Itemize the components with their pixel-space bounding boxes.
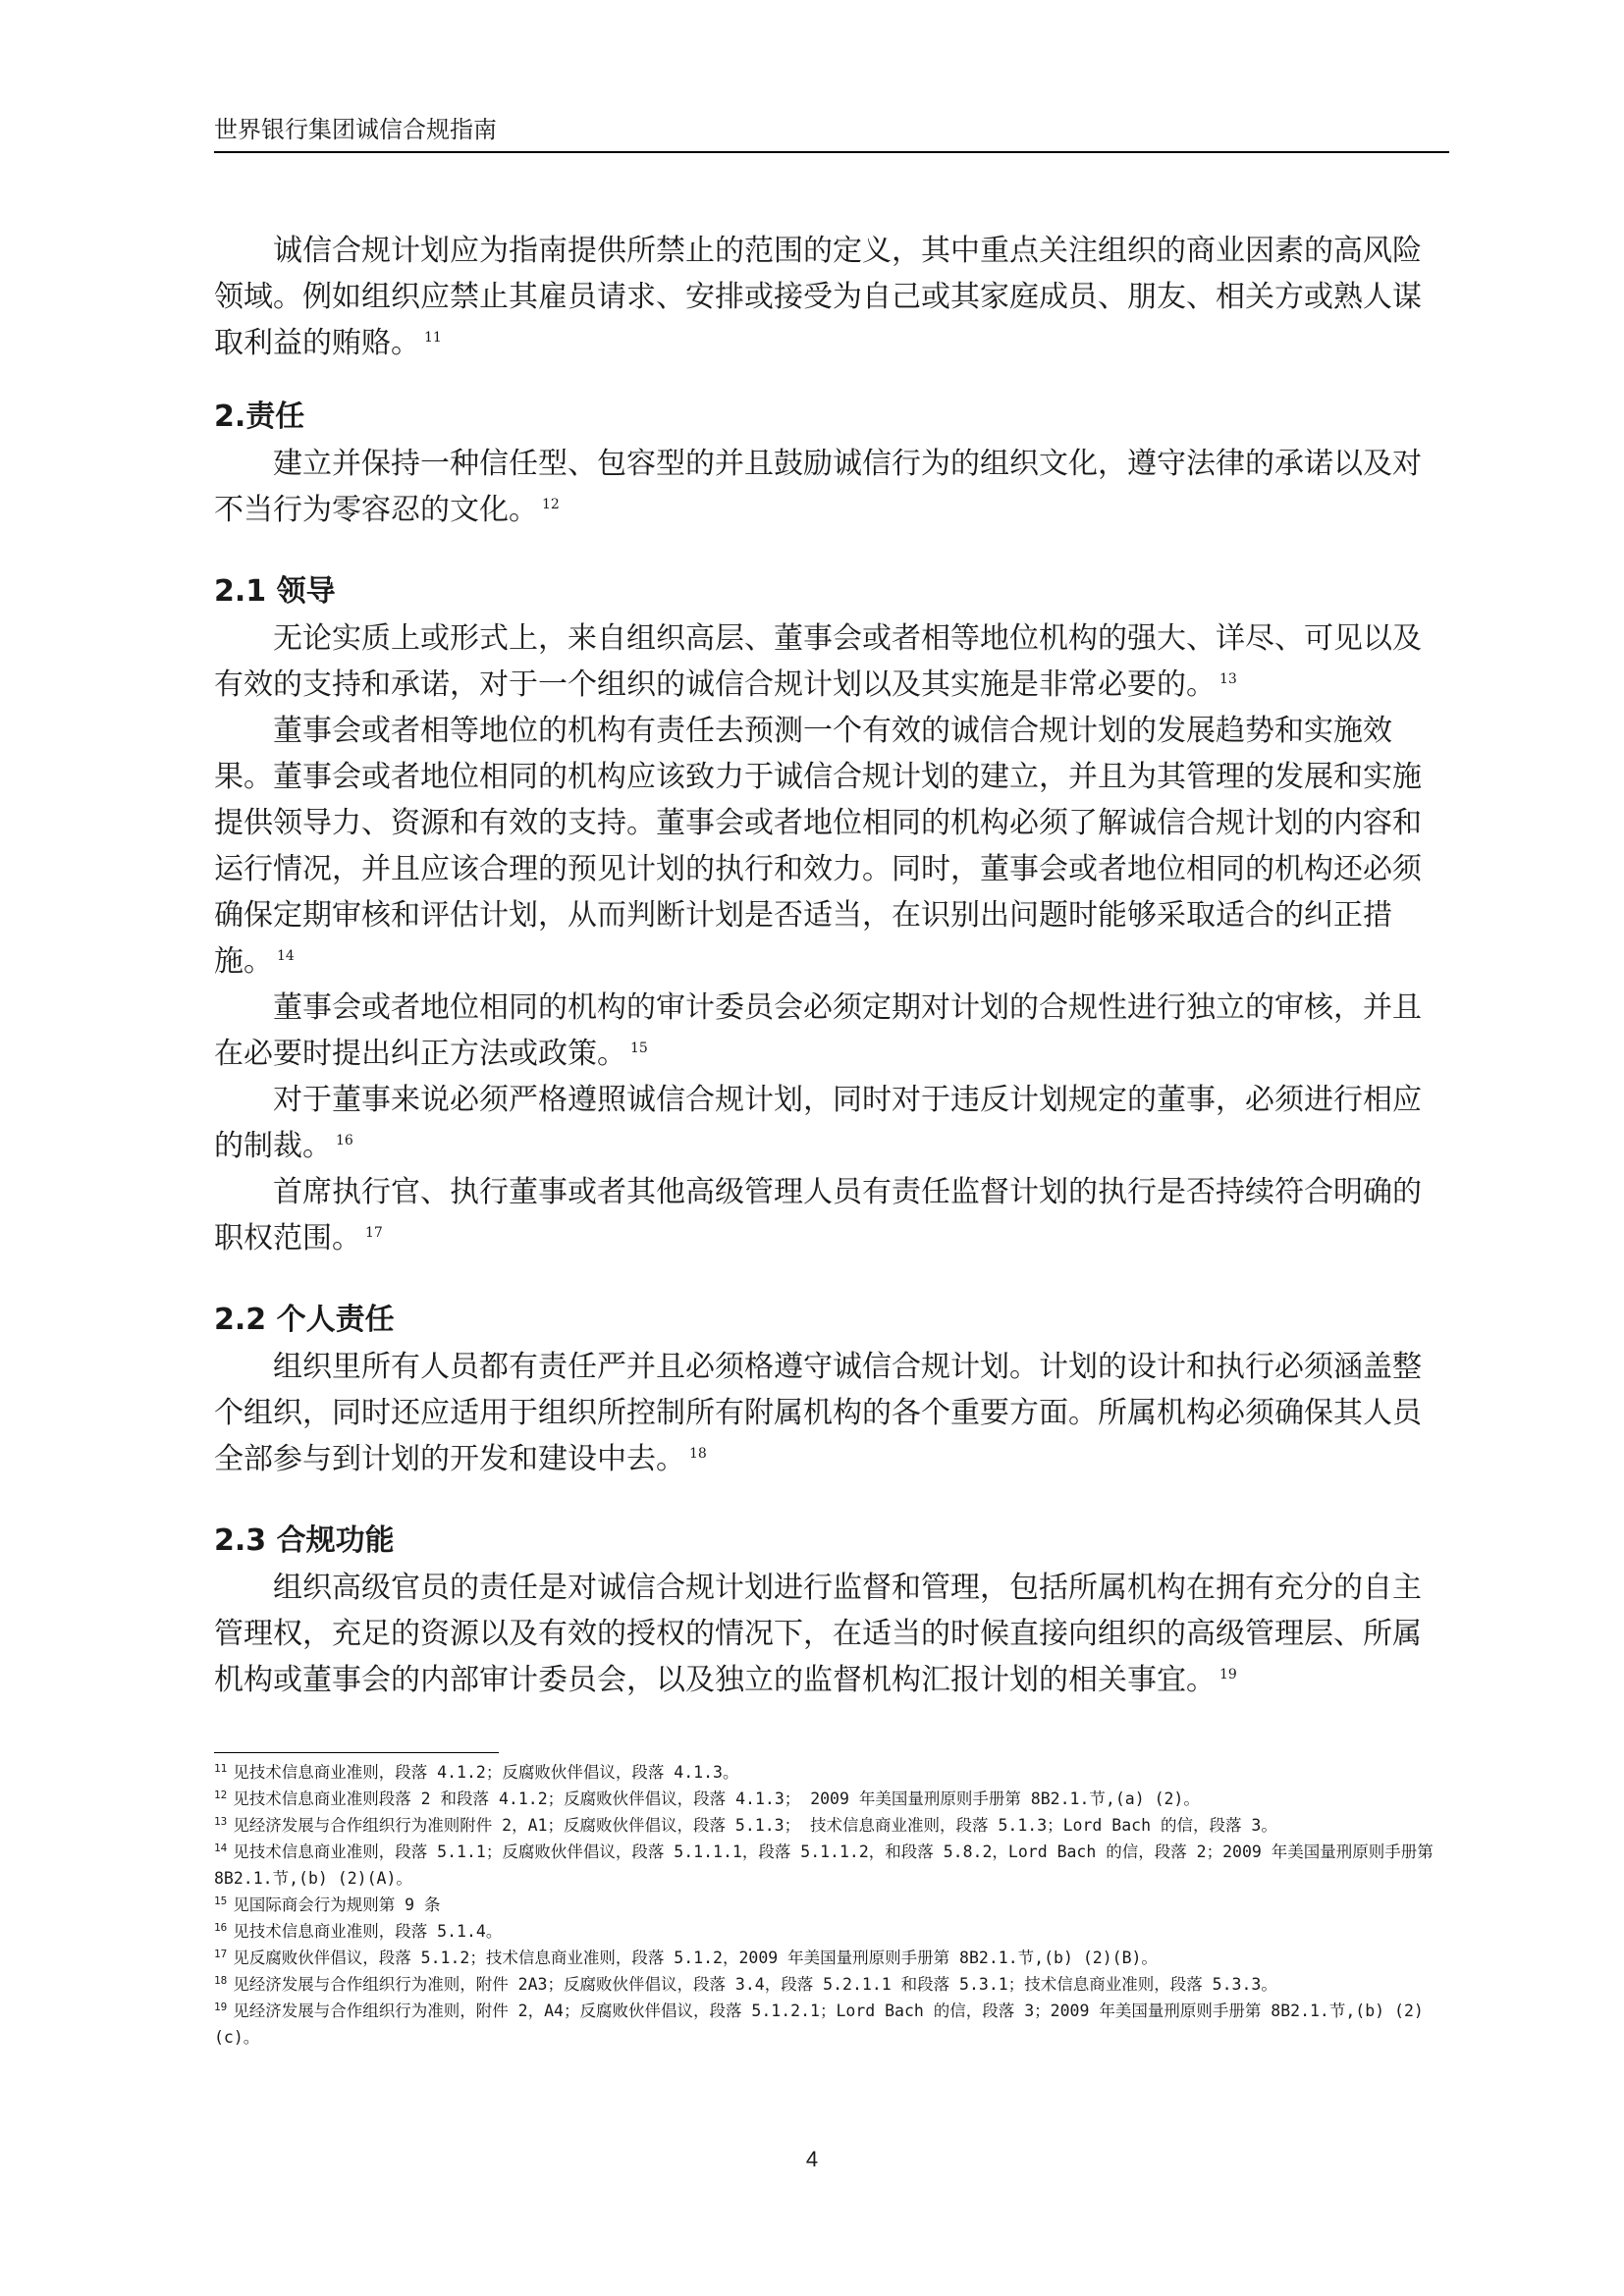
footnote-number: 15 bbox=[214, 1894, 228, 1907]
footnote: $^{12}$ 见技术信息商业准则段落 2 和段落 4.1.2；反腐败伙伴倡议，段落 4.1.3； 2009 年美国量刑原则手册第 8B2.1.节,(a) (2)。 bbox=[214, 1788, 1200, 1808]
footnote-ref[interactable]: 17 bbox=[365, 1225, 383, 1241]
intro-paragraph: 诚信合规计划应为指南提供所禁止的范围的定义，其中重点关注组织的商业因素的高风险领域。例如组织应禁止其雇员请求、安排或接受为自己或其家庭成员、朋友、相关方或熟人谋取利益的贿赂。 $^{11}$ bbox=[214, 234, 1422, 360]
footnote-ref[interactable]: 19 bbox=[1219, 1667, 1237, 1682]
footnote-ref[interactable]: 14 bbox=[277, 948, 295, 964]
footnote-number: 18 bbox=[214, 1973, 228, 1987]
footnotes-section bbox=[214, 1752, 1435, 2051]
footnote-ref[interactable]: 15 bbox=[630, 1041, 648, 1056]
page-number: 4 bbox=[805, 2147, 819, 2171]
running-header: 世界银行集团诚信合规指南 bbox=[214, 110, 1449, 153]
footnote-number: 13 bbox=[214, 1814, 228, 1828]
section-heading-compliance-function: 2.3 合规功能 bbox=[214, 1523, 395, 1558]
footnote-number: 19 bbox=[214, 2000, 228, 2013]
paragraph: 组织高级官员的责任是对诚信合规计划进行监督和管理，包括所属机构在拥有充分的自主管理权，充足的资源以及有效的授权的情况下，在适当的时候直接向组织的高级管理层、所属机构或董事会的内部审计委员会，以及独立的监督机构汇报计划的相关事宜。 $^{19}$ bbox=[214, 1571, 1422, 1697]
footnote-number: 14 bbox=[214, 1841, 228, 1854]
footnote-ref[interactable]: 12 bbox=[542, 497, 560, 512]
footnote: $^{18}$ 见经济发展与合作组织行为准则，附件 2A3；反腐败伙伴倡议，段落 3.4，段落 5.2.1.1 和段落 5.3.1；技术信息商业准则，段落 5.3.3。 bbox=[214, 1973, 1277, 1994]
footnote-divider bbox=[214, 1752, 499, 1753]
footnote-ref[interactable]: 16 bbox=[336, 1133, 353, 1148]
footnote: $^{14}$ 见技术信息商业准则，段落 5.1.1；反腐败伙伴倡议，段落 5.1.1.1，段落 5.1.1.2，和段落 5.8.2，Lord Bach 的信，段落 2；2009 年美国量刑原则手册第 8B2.1.节,(b) (2)(A)。 bbox=[214, 1841, 1434, 1888]
footnote: $^{16}$ 见技术信息商业准则，段落 5.1.4。 bbox=[214, 1920, 503, 1941]
footnote-ref[interactable]: 13 bbox=[1219, 671, 1237, 687]
footnote: $^{19}$ 见经济发展与合作组织行为准则，附件 2，A4；反腐败伙伴倡议，段落 5.1.2.1；Lord Bach 的信，段落 3；2009 年美国量刑原则手册第 8B2.1.节,(b) (2)(c)。 bbox=[214, 2000, 1424, 2047]
paragraph: 董事会或者相等地位的机构有责任去预测一个有效的诚信合规计划的发展趋势和实施效果。董事会或者地位相同的机构应该致力于诚信合规计划的建立，并且为其管理的发展和实施提供领导力、资源和有效的支持。董事会或者地位相同的机构必须了解诚信合规计划的内容和运行情况，并且应该合理的预见计划的执行和效力。同时，董事会或者地位相同的机构还必须确保定期审核和评估计划，从而判断计划是否适当，在识别出问题时能够采取适合的纠正措施。 $^{14}$ bbox=[214, 714, 1422, 979]
footnote-number: 16 bbox=[214, 1920, 228, 1934]
footnote-ref[interactable]: 11 bbox=[424, 330, 442, 346]
paragraph: 组织里所有人员都有责任严并且必须格遵守诚信合规计划。计划的设计和执行必须涵盖整个组织，同时还应适用于组织所控制所有附属机构的各个重要方面。所属机构必须确保其人员全部参与到计划的开发和建设中去。 $^{18}$ bbox=[214, 1350, 1422, 1476]
footnote-number: 17 bbox=[214, 1947, 228, 1960]
paragraph: 无论实质上或形式上，来自组织高层、董事会或者相等地位机构的强大、详尽、可见以及有效的支持和承诺，对于一个组织的诚信合规计划以及其实施是非常必要的。 $^{13}$ bbox=[214, 621, 1422, 702]
paragraph: 首席执行官、执行董事或者其他高级管理人员有责任监督计划的执行是否持续符合明确的职权范围。 $^{17}$ bbox=[214, 1175, 1422, 1255]
paragraph: 对于董事来说必须严格遵照诚信合规计划，同时对于违反计划规定的董事，必须进行相应的制裁。 $^{16}$ bbox=[214, 1083, 1422, 1163]
footnote: $^{17}$ 见反腐败伙伴倡议，段落 5.1.2；技术信息商业准则，段落 5.1.2，2009 年美国量刑原则手册第 8B2.1.节,(b) (2)(B)。 bbox=[214, 1947, 1158, 1967]
footnote-ref[interactable]: 18 bbox=[689, 1446, 707, 1462]
section-heading-leadership: 2.1 领导 bbox=[214, 574, 336, 609]
paragraph: 董事会或者地位相同的机构的审计委员会必须定期对计划的合规性进行独立的审核，并且在必要时提出纠正方法或政策。 $^{15}$ bbox=[214, 990, 1422, 1071]
footnote-number: 12 bbox=[214, 1788, 228, 1801]
footnote: $^{11}$ 见技术信息商业准则，段落 4.1.2；反腐败伙伴倡议，段落 4.1.3。 bbox=[214, 1761, 739, 1782]
paragraph: 建立并保持一种信任型、包容型的并且鼓励诚信行为的组织文化，遵守法律的承诺以及对不当行为零容忍的文化。 $^{12}$ bbox=[214, 447, 1422, 527]
footnote-number: 11 bbox=[214, 1761, 228, 1775]
footnote: $^{13}$ 见经济发展与合作组织行为准则附件 2，A1；反腐败伙伴倡议，段落 5.1.3； 技术信息商业准则，段落 5.1.3；Lord Bach 的信，段落 3。 bbox=[214, 1814, 1277, 1835]
body-content bbox=[214, 228, 1435, 1703]
section-heading-personal-responsibility: 2.2 个人责任 bbox=[214, 1303, 395, 1337]
footnote: $^{15}$ 见国际商会行为规则第 9 条 bbox=[214, 1894, 441, 1914]
section-heading-responsibility: 2.责任 bbox=[214, 400, 305, 434]
